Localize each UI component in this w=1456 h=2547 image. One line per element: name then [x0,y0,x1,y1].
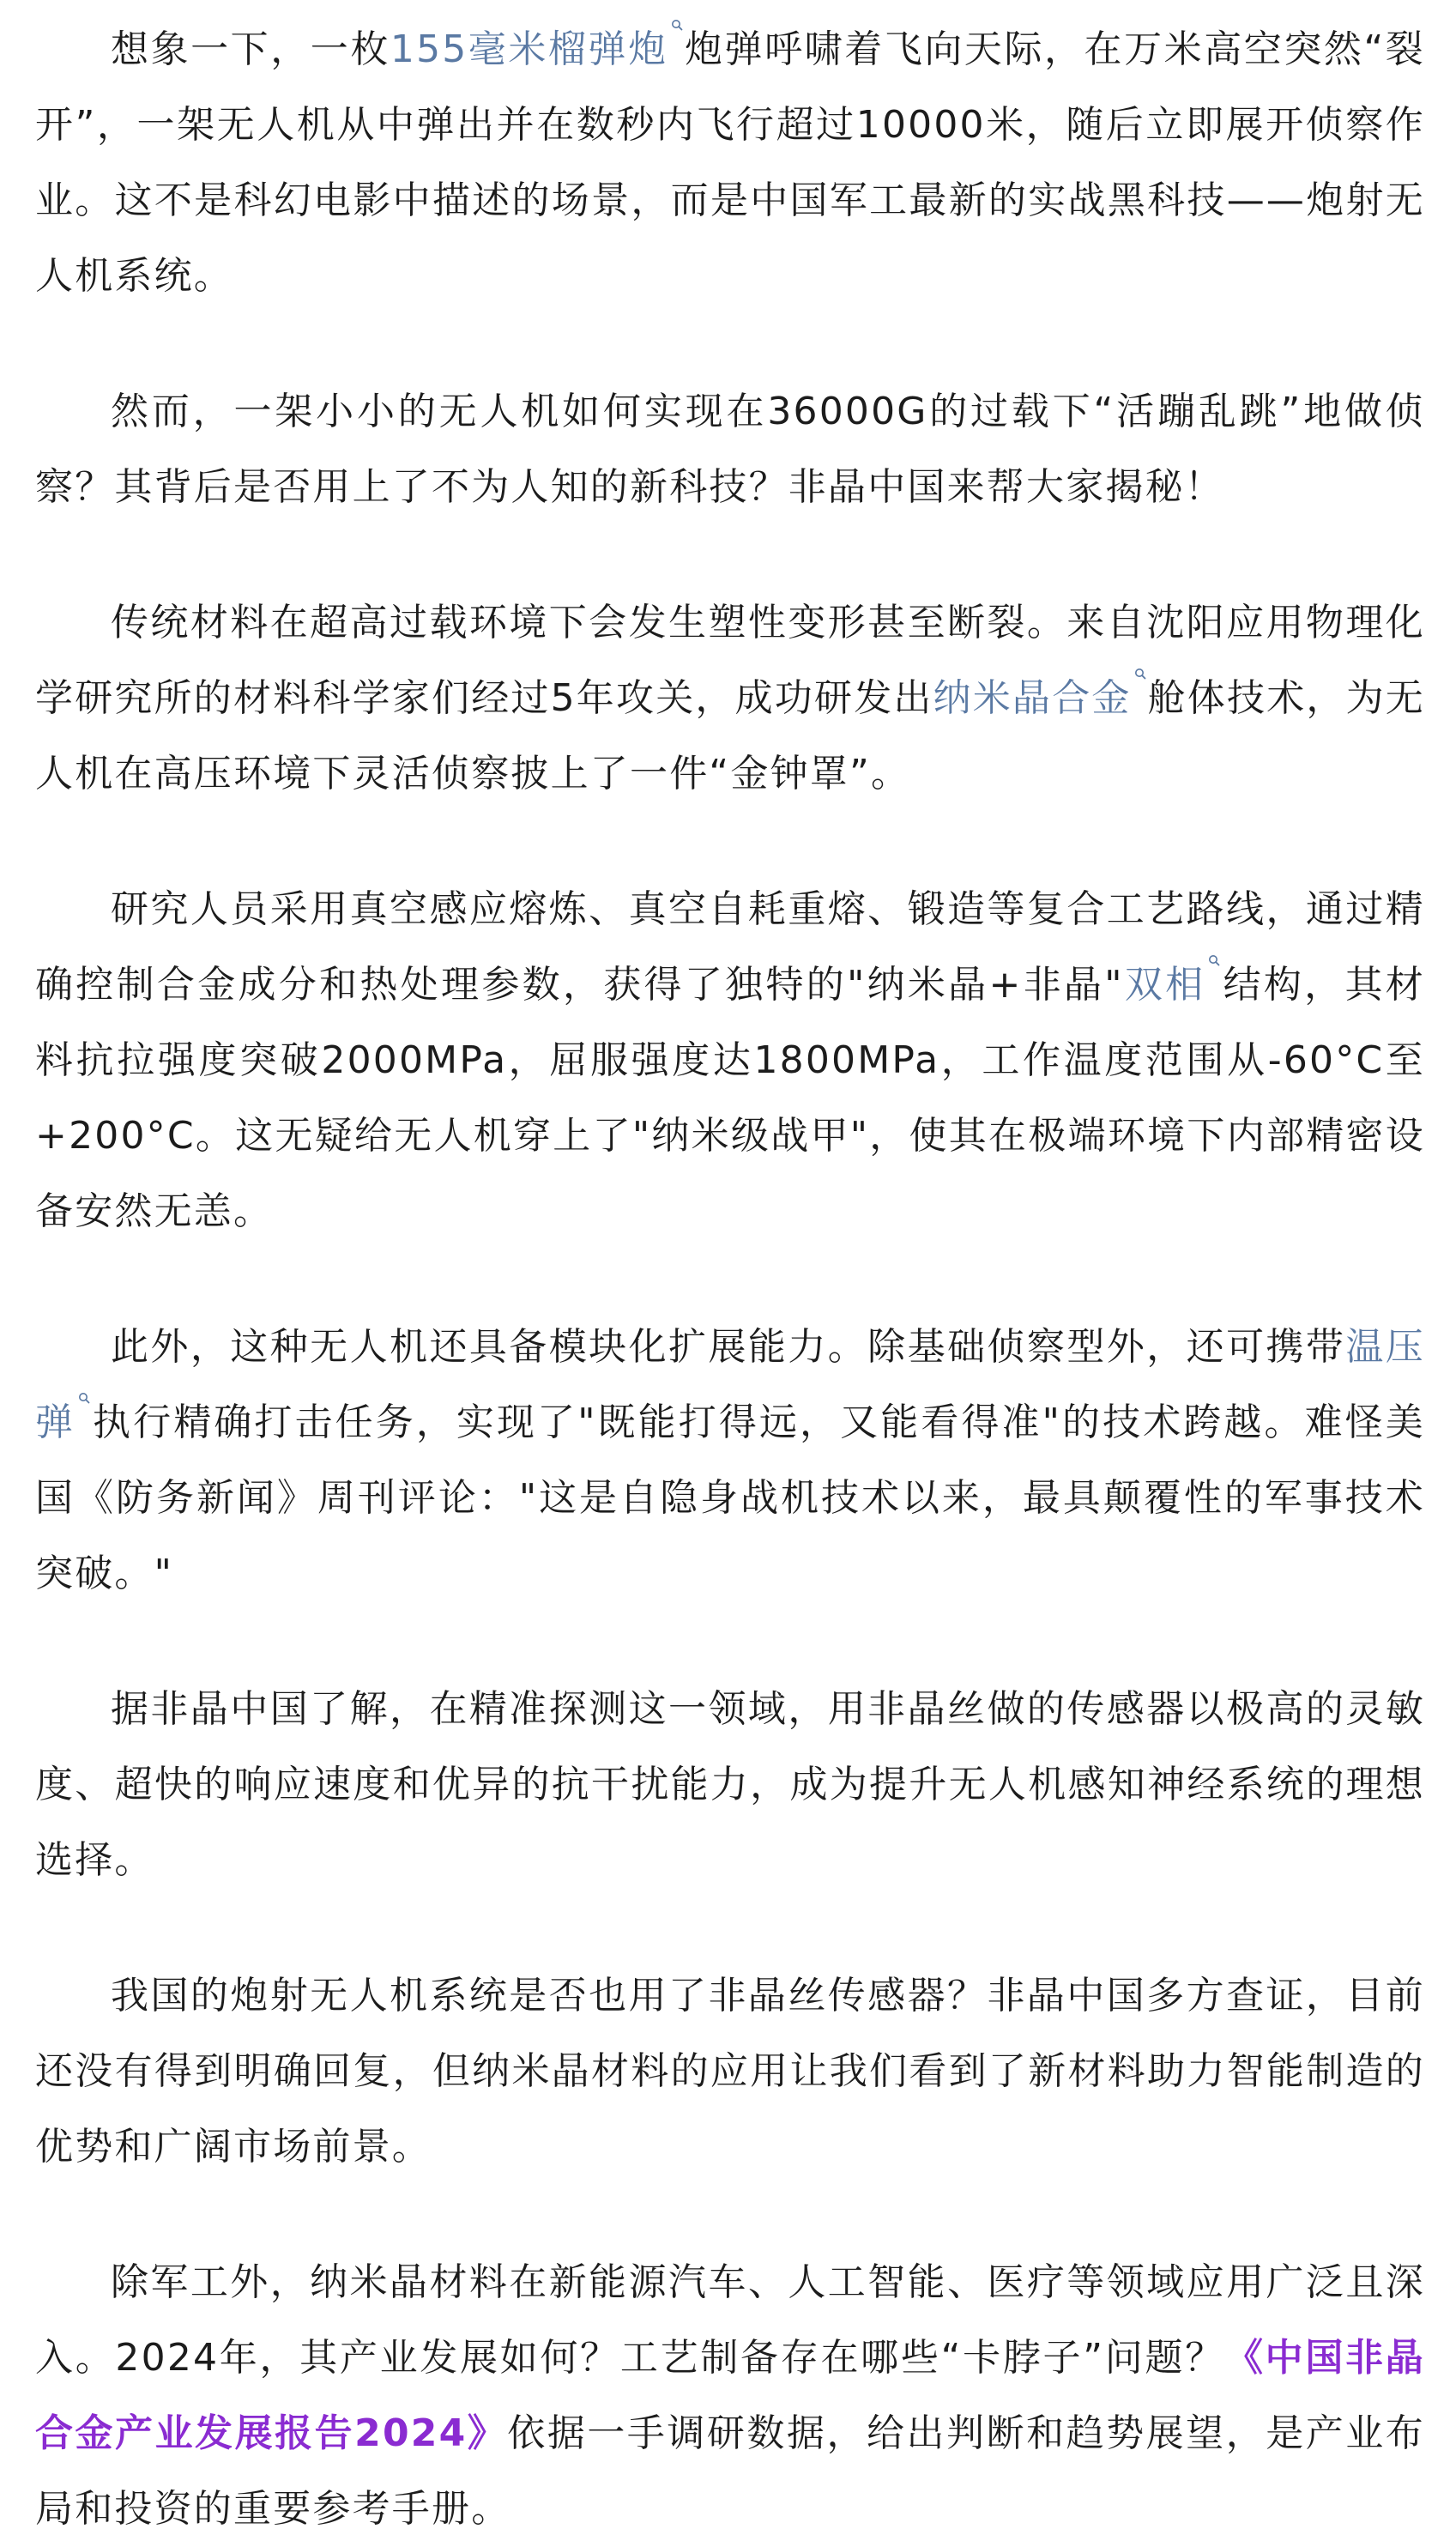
paragraph-2-text: 然而，一架小小的无人机如何实现在36000G的过载下“活蹦乱跳”地做侦察？其背后是否用上了不为人知的新科技？非晶中国来帮大家揭秘！ [35,390,1425,509]
paragraph-1 [35,12,1425,314]
paragraph-7 [35,1958,1425,2185]
search-icon[interactable] [1208,954,1220,973]
paragraph-8-text-b: 依据一手调研数据，给出判断和趋势展望，是产业布局和投资的重要参考手册。 [35,2411,1425,2531]
article-body [35,12,1425,2547]
paragraph-1-text-a: 想象一下，一枚 [111,27,390,71]
search-icon[interactable] [78,1392,90,1411]
keyword-link-howitzer[interactable]: 155毫米榴弹炮 [390,27,668,71]
paragraph-8 [35,2245,1425,2547]
paragraph-5-text-a: 此外，这种无人机还具备模块化扩展能力。除基础侦察型外，还可携带 [111,1325,1346,1369]
paragraph-4-text-b: 结构，其材料抗拉强度突破2000MPa，屈服强度达1800MPa，工作温度范围从-60°C至+200°C。这无疑给无人机穿上了"纳米级战甲"，使其在极端环境下内部精密设备安然无恙。 [35,963,1425,1233]
search-icon[interactable] [1134,668,1146,687]
paragraph-3-text-a: 传统材料在超高过载环境下会发生塑性变形甚至断裂。来自沈阳应用物理化学研究所的材料科学家们经过5年攻关，成功研发出 [35,601,1425,720]
keyword-link-dual-phase[interactable]: 双相 [1123,963,1206,1007]
paragraph-8-text-a: 除军工外，纳米晶材料在新能源汽车、人工智能、医疗等领域应用广泛且深入。2024年，其产业发展如何？工艺制备存在哪些“卡脖子”问题？ [35,2260,1425,2380]
keyword-link-nanocrystalline-alloy[interactable]: 纳米晶合金 [933,676,1132,720]
paragraph-6-text: 据非晶中国了解，在精准探测这一领域，用非晶丝做的传感器以极高的灵敏度、超快的响应速度和优异的抗干扰能力，成为提升无人机感知神经系统的理想选择。 [35,1687,1425,1882]
paragraph-3 [35,585,1425,812]
report-title-link[interactable]: 《中国非晶合金产业发展报告2024》 [35,2336,1426,2455]
paragraph-3-text-b: 舱体技术，为无人机在高压环境下灵活侦察披上了一件“金钟罩”。 [35,676,1425,796]
paragraph-6 [35,1672,1425,1898]
paragraph-4 [35,872,1425,1249]
paragraph-5 [35,1310,1425,1612]
paragraph-5-text-b: 执行精确打击任务，实现了"既能打得远，又能看得准"的技术跨越。难怪美国《防务新闻》周刊评论："这是自隐身战机技术以来，最具颠覆性的军事技术突破。" [35,1401,1425,1595]
paragraph-4-text-a: 研究人员采用真空感应熔炼、真空自耗重熔、锻造等复合工艺路线，通过精确控制合金成分和热处理参数，获得了独特的"纳米晶+非晶" [35,887,1425,1007]
paragraph-7-text: 我国的炮射无人机系统是否也用了非晶丝传感器？非晶中国多方查证，目前还没有得到明确回复，但纳米晶材料的应用让我们看到了新材料助力智能制造的优势和广阔市场前景。 [35,1974,1425,2169]
paragraph-2 [35,374,1425,525]
paragraph-1-text-b: 炮弹呼啸着飞向天际，在万米高空突然“裂开”，一架无人机从中弹出并在数秒内飞行超过10000米，随后立即展开侦察作业。这不是科幻电影中描述的场景，而是中国军工最新的实战黑科技——炮射无人机系统。 [35,27,1426,298]
search-icon[interactable] [671,19,683,38]
keyword-link-thermobaric[interactable]: 温压弹 [35,1325,1425,1444]
